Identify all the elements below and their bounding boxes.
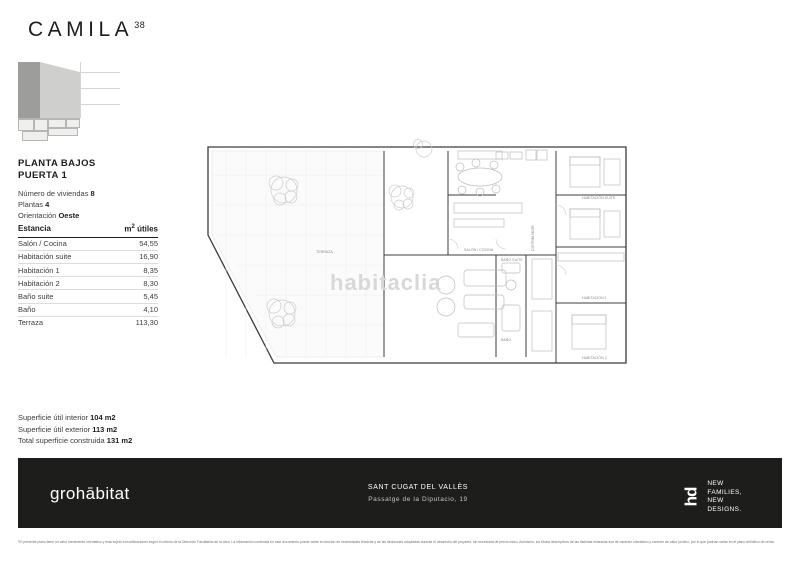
areas-row-area: 54,55 (139, 239, 158, 249)
footer-bar (18, 458, 782, 528)
footer-location-city: SANT CUGAT DEL VALLÈS (367, 484, 469, 491)
brand-superscript: 38 (134, 20, 146, 30)
areas-row-area: 113,30 (135, 318, 158, 328)
unit-info (18, 158, 158, 221)
footer-tagline-line3: NEW (707, 497, 724, 504)
totals-row-label: Total superficie construida (18, 436, 107, 445)
key-plan-unit-box (48, 128, 78, 136)
totals-row (18, 412, 193, 424)
totals-row-label: Superficie útil interior (18, 413, 91, 422)
key-plan-shade-block (40, 62, 80, 118)
meta-plantas-label: Plantas (18, 200, 44, 209)
floor-plan-drawing (196, 135, 776, 375)
areas-table-row (18, 251, 158, 264)
areas-row-room: Habitación 1 (18, 265, 60, 275)
areas-header-area-sup: 2 (131, 224, 135, 230)
areas-table-row (18, 238, 158, 251)
footer-tagline-line4: DESIGNS. (707, 505, 742, 513)
areas-header-area-suffix: útiles (134, 224, 158, 234)
meta-viviendas-label: Número de viviendas (18, 189, 89, 198)
plan-label-habitacion-2: HABITACIÓN 2 (582, 356, 607, 360)
key-plan-unit-box (22, 131, 48, 141)
key-plan-unit-box (18, 119, 34, 131)
areas-row-area: 16,90 (139, 252, 158, 262)
key-plan-edge (80, 88, 120, 89)
plan-label-bano-suite: BAÑO SUITE (501, 258, 523, 262)
areas-table-header (18, 224, 158, 238)
footer-tagline-line1: NEW (707, 480, 724, 487)
legal-disclaimer: *El presente plano tiene un valor meramente orientativo y está sujeto a modificaciones según el criterio de la Dirección Facultativa de la obra. La información contenida en este documento puede variar en función de necesidades técnicas y de las decisiones adoptadas durante el desarrollo del proyecto, sin necesidad de previo aviso. Asimismo, los títulos descriptivos de las distintas estancias son de carácter orientativo y carecen de valor jurídico, por lo que podrían variar en el plano definitivo de venta. (18, 540, 775, 544)
key-plan-unit-box (48, 119, 66, 128)
areas-row-area: 4,10 (143, 305, 158, 315)
areas-row-room: Baño suite (18, 292, 54, 301)
totals-row-label: Superficie útil exterior (18, 424, 93, 434)
areas-table-row (18, 277, 158, 290)
areas-table-row (18, 304, 158, 317)
plant-title-line1: PLANTA BAJOS (18, 158, 96, 169)
brand-name: CAMILA (28, 18, 134, 41)
areas-row-room: Terraza (18, 318, 44, 328)
meta-viviendas-value: 8 (90, 189, 95, 198)
brand-title (28, 18, 145, 42)
key-plan-edge (80, 62, 81, 118)
plan-label-distribuidor: DISTRIBUIDOR (531, 225, 535, 251)
watermark: habitaclia (330, 270, 442, 295)
unit-meta (18, 188, 158, 221)
areas-row-room: Habitación suite (18, 252, 72, 262)
plan-label-habitacion-suite: HABITACIÓN SUITE (582, 196, 616, 200)
totals-row-value: 131 m2 (106, 436, 133, 445)
hd-monogram-icon: hd (680, 487, 700, 507)
plan-label-bano: BAÑO (501, 338, 512, 342)
areas-table-row (18, 290, 158, 303)
footer-location-address: Passatge de la Diputacio, 19 (368, 496, 468, 503)
footer-tagline (707, 480, 742, 514)
key-plan-edge (80, 72, 120, 73)
meta-plantas-value: 4 (45, 200, 50, 209)
totals-row-value: 113 m2 (92, 424, 118, 434)
key-plan-highlight-block (18, 62, 40, 118)
areas-header-room: Estancia (18, 224, 51, 233)
meta-plantas (18, 199, 158, 210)
plan-label-salon-cocina: SALÓN / COCINA (464, 248, 494, 252)
areas-table-row (18, 264, 158, 277)
meta-orientacion (18, 210, 158, 221)
footer-tagline-line2: FAMILIES, (707, 488, 742, 496)
plant-title (18, 158, 158, 182)
areas-row-room: Salón / Cocina (18, 239, 67, 249)
areas-row-area: 8,30 (143, 278, 158, 288)
footer-logo: grohābitat (50, 484, 130, 503)
key-plan-edge (80, 104, 120, 105)
areas-row-room: Habitación 2 (18, 278, 60, 288)
plan-label-terraza: TERRAZA (316, 250, 333, 254)
totals-row (18, 424, 193, 436)
key-plan-thumbnail (18, 62, 123, 142)
areas-table-row (18, 317, 158, 329)
areas-header-area-prefix: m (124, 224, 132, 234)
key-plan-unit-box (66, 119, 80, 128)
totals-row (18, 435, 193, 447)
footer-location (318, 482, 518, 506)
areas-table (18, 224, 158, 329)
meta-orientacion-label: Orientación (18, 211, 57, 220)
totals-row-value: 104 m2 (90, 413, 116, 422)
areas-row-area: 5,45 (143, 292, 158, 301)
areas-row-area: 8,35 (143, 265, 158, 275)
plan-label-habitacion-1: HABITACIÓN 1 (582, 296, 607, 300)
meta-viviendas (18, 188, 158, 199)
totals-block (18, 412, 193, 447)
areas-row-room: Baño (18, 305, 36, 315)
footer-tagline-block (682, 480, 742, 514)
areas-header-area (124, 224, 158, 234)
meta-orientacion-value: Oeste (58, 211, 80, 220)
plant-title-line2: PUERTA 1 (18, 170, 68, 181)
key-plan-unit-box (34, 119, 48, 131)
